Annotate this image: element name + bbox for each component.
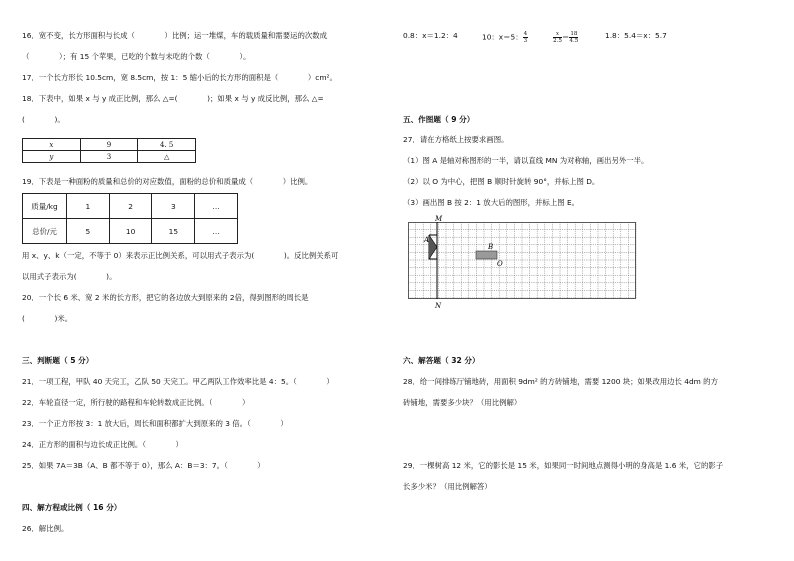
fraction-denominator: 2.5 bbox=[553, 38, 562, 44]
proportion-3 bbox=[553, 31, 578, 44]
grid-lines bbox=[408, 222, 636, 299]
proportion-3-left-fraction bbox=[553, 31, 562, 44]
fraction-numerator: 18 bbox=[570, 31, 578, 37]
q19-cell: 2 bbox=[109, 194, 152, 219]
q18-table-row-y bbox=[23, 151, 196, 163]
figure-b-shape bbox=[476, 251, 497, 259]
label-m: M bbox=[435, 215, 443, 223]
label-n: N bbox=[435, 302, 442, 310]
equals-sign: ＝ bbox=[561, 32, 570, 42]
q18-table-row-x bbox=[23, 139, 196, 151]
fraction-numerator: x bbox=[553, 31, 562, 38]
q16-line1: 16．宽不变，长方形面积与长成（ ）比例；运一堆煤，车的载质量和需要运的次数成 bbox=[22, 31, 328, 40]
q18-line2: ( )。 bbox=[22, 115, 65, 124]
proportion-1: 0.8：x＝1.2：4 bbox=[403, 31, 458, 40]
q28-line2: 砖铺地，需要多少块？（用比例解） bbox=[403, 398, 522, 407]
q18-line1: 18．下表中，如果 x 与 y 成正比例，那么 △=( )；如果 x 与 y 成反比例，那么 △= bbox=[22, 94, 324, 103]
proportion-4: 1.8：5.4＝x：5.7 bbox=[605, 31, 667, 40]
q27-step3: （3）画出图 B 按 2：1 放大后的图形，并标上图 E。 bbox=[403, 198, 580, 207]
q19-cell: 10 bbox=[109, 219, 152, 244]
q18-cell: 9 bbox=[80, 139, 138, 151]
proportion-3-right-fraction bbox=[569, 31, 578, 44]
q19-cell: 总价/元 bbox=[23, 219, 67, 244]
q25-text: 25．如果 7A＝3B（A、B 都不等于 0），那么 A：B＝3：7。（ ） bbox=[22, 461, 265, 470]
q18-cell: △ bbox=[138, 151, 196, 163]
proportion-2-fraction bbox=[523, 31, 529, 44]
q20-line1: 20．一个长 6 米、宽 2 米的长方形，把它的各边放大到原来的 2倍，得到图形的周长是 bbox=[22, 293, 309, 302]
q19-table-row-mass bbox=[23, 194, 238, 219]
q28-line1: 28．给一间排练厅铺地砖，用面积 9dm² 的方砖铺地，需要 1200 块；如果改用边长 4dm 的方 bbox=[403, 377, 718, 386]
fraction-denominator: 4.5 bbox=[569, 38, 579, 44]
q19-cell: 15 bbox=[152, 219, 195, 244]
q19-cell: … bbox=[195, 194, 238, 219]
proportion-2 bbox=[482, 31, 528, 44]
q29-line2: 长多少米？（用比例解答） bbox=[403, 482, 492, 491]
q18-table bbox=[22, 138, 196, 163]
q18-cell: 3 bbox=[80, 151, 138, 163]
q27-text: 27．请在方格纸上按要求画图。 bbox=[403, 135, 509, 144]
q19-cell: … bbox=[195, 219, 238, 244]
q19-line1: 19．下表是一种面粉的质量和总价的对应数值，面粉的总价和质量成（ ）比例。 bbox=[22, 177, 313, 186]
q22-text: 22．车轮直径一定，所行驶的路程和车轮转数成正比例。（ ） bbox=[22, 398, 250, 407]
q18-cell: 4. 5 bbox=[138, 139, 196, 151]
drawing-grid bbox=[408, 215, 636, 310]
q26-text: 26．解比例。 bbox=[22, 524, 69, 533]
q29-line1: 29．一棵树高 12 米，它的影长是 15 米，如果同一时间地点测得小明的身高是 1.6 米，它的影子 bbox=[403, 461, 724, 470]
fraction-denominator: 3 bbox=[523, 38, 528, 44]
proportion-2-left: 10：x＝5： bbox=[482, 32, 523, 42]
section3-title: 三、判断题（ 5 分） bbox=[22, 356, 94, 365]
q19-line3: 以用式子表示为( )。 bbox=[22, 272, 117, 281]
section6-title: 六、解答题（ 32 分） bbox=[403, 356, 480, 365]
q24-text: 24．正方形的面积与边长成正比例。（ ） bbox=[22, 440, 183, 449]
q21-text: 21．一项工程，甲队 40 天完工，乙队 50 天完工。甲乙两队工作效率比是 4：5。（ ） bbox=[22, 377, 334, 386]
q19-cell: 1 bbox=[67, 194, 110, 219]
q20-line2: ( )米。 bbox=[22, 314, 73, 323]
q19-cell: 质量/kg bbox=[23, 194, 67, 219]
label-o: O bbox=[497, 260, 503, 268]
section5-title: 五、作图题（ 9 分） bbox=[403, 115, 475, 124]
fraction-numerator: 4 bbox=[523, 31, 528, 37]
label-b: B bbox=[488, 243, 494, 251]
q18-cell: x bbox=[23, 139, 81, 151]
label-a: A bbox=[424, 236, 430, 244]
q27-step1: （1）图 A 是轴对称图形的一半，请以直线 MN 为对称轴，画出另外一半。 bbox=[403, 156, 649, 165]
q27-step2: （2）以 O 为中心，把图 B 顺时针旋转 90°，并标上图 D。 bbox=[403, 177, 600, 186]
q19-table bbox=[22, 193, 238, 244]
section4-title: 四、解方程或比例（ 16 分） bbox=[22, 503, 122, 512]
q23-text: 23．一个正方形按 3：1 放大后，周长和面积都扩大到原来的 3 倍。（ ） bbox=[22, 419, 288, 428]
q19-line2: 用 x、y、k（一定，不等于 0）来表示正比例关系，可以用式子表示为( )。反比例关系可 bbox=[22, 251, 339, 260]
q16-line2: （ ）；有 15 个苹果，已吃的个数与未吃的个数（ ）。 bbox=[22, 52, 251, 61]
figure-a-shape bbox=[429, 235, 437, 259]
q19-table-row-price bbox=[23, 219, 238, 244]
q19-cell: 3 bbox=[152, 194, 195, 219]
q17-text: 17．一个长方形长 10.5cm，宽 8.5cm，按 1：5 缩小后的长方形的面积是（ ）cm²。 bbox=[22, 73, 337, 82]
q18-cell: y bbox=[23, 151, 81, 163]
q19-cell: 5 bbox=[67, 219, 110, 244]
